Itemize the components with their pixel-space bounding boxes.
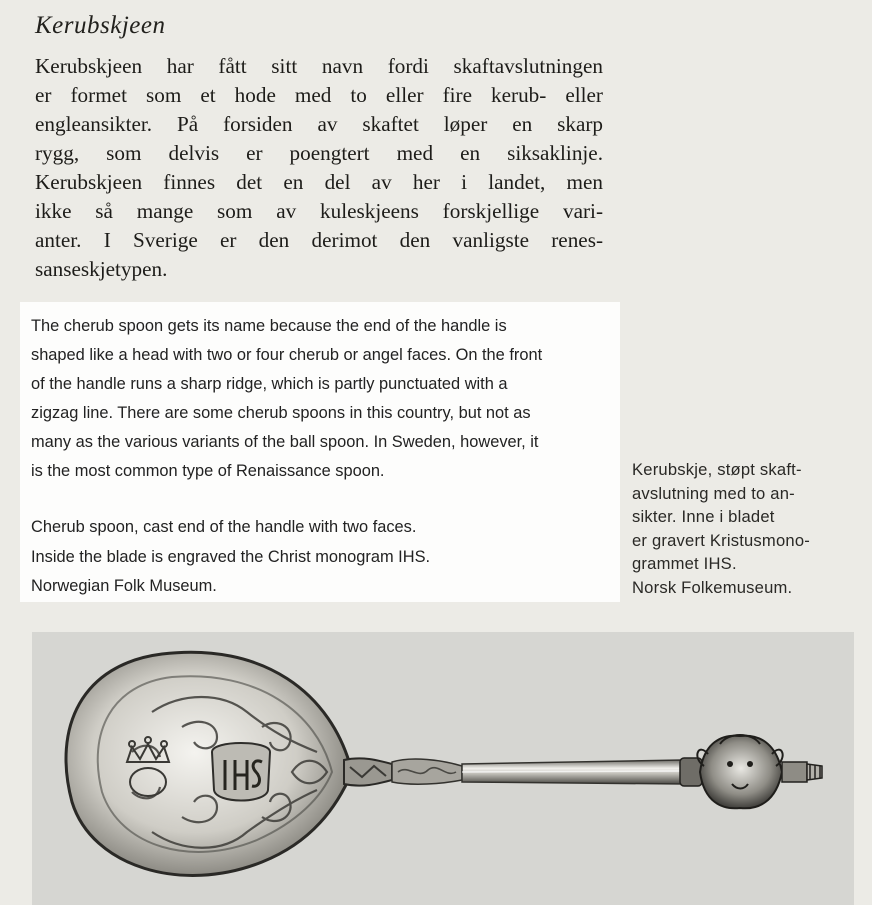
caption-translation-line: Cherub spoon, cast end of the handle with two faces.	[31, 518, 417, 536]
translation-line: is the most common type of Renaissance spoon.	[31, 462, 385, 480]
cherub-spoon-illustration	[32, 632, 854, 905]
body-line: sanseskjetypen.	[35, 257, 168, 281]
translation-overlay	[20, 302, 620, 602]
translation-line: shaped like a head with two or four cherub or angel faces. On the front	[31, 346, 543, 364]
spoon-handle	[462, 760, 684, 784]
caption-translation-line: Inside the blade is engraved the Christ monogram IHS.	[31, 547, 431, 566]
body-line: engleansikter. På forsiden av skaftet løper en skarp	[35, 112, 603, 136]
body-line: rygg, som delvis er poengtert med en siksaklinje.	[35, 141, 603, 165]
body-line: anter. I Sverige er den derimot den vanligste renes-	[35, 228, 603, 252]
spoon-photograph	[32, 632, 854, 905]
caption-line: avslutning med to an-	[632, 483, 795, 503]
spoon-neck	[344, 758, 462, 785]
body-line: Kerubskjeen finnes det en del av her i landet, men	[35, 170, 603, 194]
body-line: ikke så mange som av kuleskjeens forskjellige vari-	[35, 199, 603, 223]
figure-caption	[632, 458, 867, 599]
body-line: er formet som et hode med to eller fire kerub- eller	[35, 83, 603, 107]
caption-line: Kerubskje, støpt skaft-	[632, 460, 802, 479]
translation-line: many as the various variants of the ball spoon. In Sweden, however, it	[31, 433, 539, 451]
translation-line: zigzag line. There are some cherub spoons in this country, but not as	[31, 404, 531, 422]
body-line: Kerubskjeen har fått sitt navn fordi skaftavslutningen	[35, 54, 603, 78]
translation-paragraph	[31, 312, 621, 486]
caption-line: sikter. Inne i bladet	[632, 507, 775, 526]
caption-line: Norsk Folkemuseum.	[632, 577, 793, 597]
caption-line: grammet IHS.	[632, 554, 737, 573]
translation-line: The cherub spoon gets its name because the end of the handle is	[31, 317, 507, 335]
body-paragraph	[35, 52, 603, 284]
ihs-monogram	[212, 743, 270, 801]
caption-translation-line: Norwegian Folk Museum.	[31, 577, 217, 595]
section-heading: Kerubskjeen	[35, 12, 166, 39]
caption-line: er gravert Kristusmono-	[632, 530, 810, 550]
caption-translation	[31, 513, 621, 602]
translation-line: of the handle runs a sharp ridge, which is partly punctuated with a	[31, 375, 508, 393]
